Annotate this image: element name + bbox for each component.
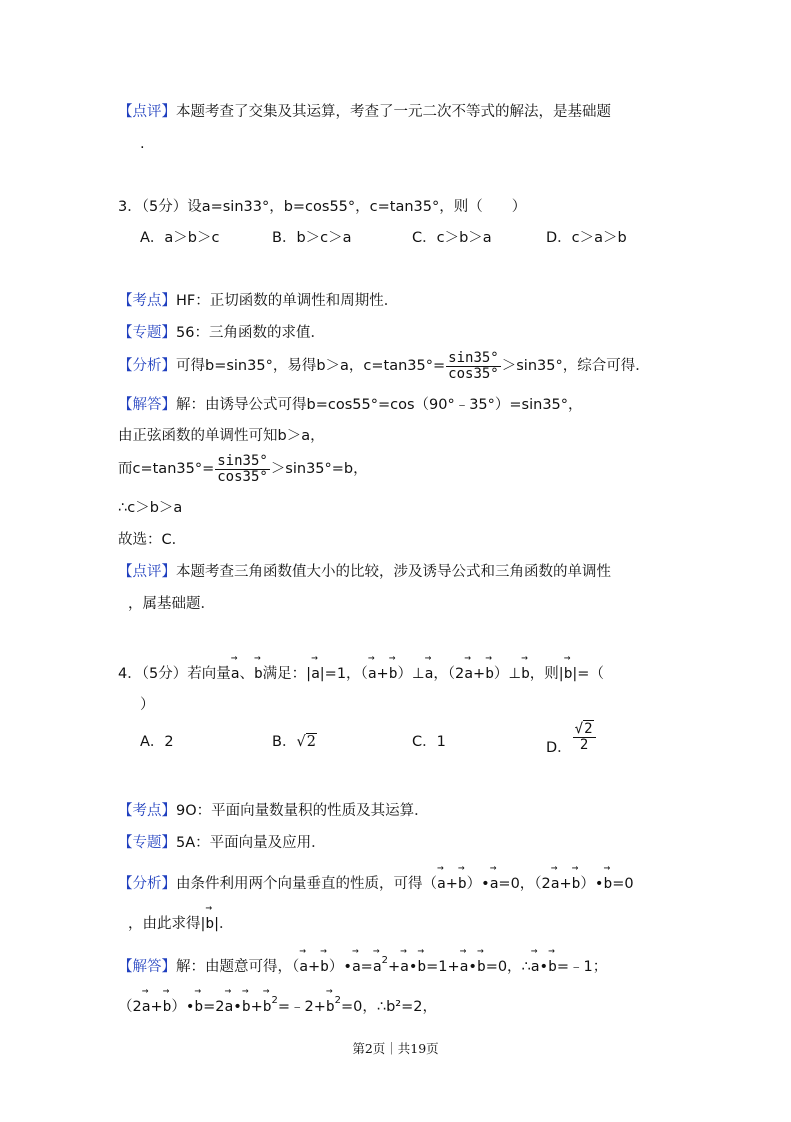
q3-jieda-3-post: ＞sin35°=b， [270,461,368,477]
q3-kaodian-tag: 【考点】 [118,293,176,309]
q3-option-c: C．c＞b＞a [412,230,492,246]
q3-kaodian [118,291,398,311]
q4-kaodian [118,801,429,821]
q3-zhuanti-tag: 【专题】 [118,325,176,341]
vec-b: → b [485,660,494,684]
dot-op: • [539,959,549,975]
vec-b: → b [242,993,251,1017]
comment-text: 本题考查了交集及其运算，考查了一元二次不等式的解法，是基础题 [176,104,611,120]
square-sup: 2 [271,995,278,1006]
q4-jieda-1 [118,953,607,979]
vec-a: → a [551,870,560,894]
q3-fenxi-post: ＞sin35°，综合可得． [501,358,650,374]
q4-jieda-a: 解：由题意可得，（ [176,959,300,975]
q3-dianping-cont: ，属基础题． [128,596,215,612]
q4-option-d-den: 2 [579,737,589,753]
q3-stem: 3．（5分）设a=sin33°，b=cos55°，c=tan35°，则（ ） [118,199,527,215]
q4-jieda-g: =﹣1； [556,959,608,975]
q3-fenxi-frac-den: cos35° [448,365,499,382]
q4-stem-d: ）⊥ [397,666,425,682]
q3-fenxi-frac-num: sin35° [448,349,499,366]
vec-b: → b [205,910,214,934]
plus-sign: + [559,876,572,892]
vec-b: → b [263,993,272,1017]
q3-option-b: B．b＞c＞a [272,230,352,246]
vec-a: → a [373,953,382,977]
q3-jieda-1-text: 解：由诱导公式可得b=cos55°=cos（90°﹣35°）=sin35°， [176,397,583,413]
vec-a: → a [490,870,499,894]
q4-fenxi-e: =0 [612,876,634,892]
q4-jieda-e: =1+ [426,959,460,975]
vec-b: → b [326,993,335,1017]
q4-jieda-d: + [387,959,401,975]
plus-sign: + [150,999,163,1015]
q3-option-a: A．a＞b＞c [140,230,220,246]
vec-b: → b [572,870,581,894]
vec-a: → a [531,953,540,977]
sqrt-sign: √ [296,734,306,750]
vec-a: → a [311,660,320,684]
sqrt-sign: √ [574,721,584,737]
q4-stem-a: 4．（5分）若向量 [118,666,231,682]
q4-jieda2-f: =0，∴b²=2， [340,999,437,1015]
q3-dianping [118,562,611,582]
q3-dianping-tag: 【点评】 [118,564,176,580]
vec-a: → a [225,993,234,1017]
q3-jieda-2: 由正弦函数的单调性可知b＞a， [118,428,325,444]
q4-stem [118,660,604,684]
q3-dianping-text: 本题考查三角函数值大小的比较，涉及诱导公式和三角函数的单调性 [176,564,611,580]
q4-option-b [272,732,317,752]
vec-a: → a [299,953,308,977]
q3-jieda-1 [118,395,583,415]
q4-stem-f: ）⊥ [493,666,522,682]
vec-b: → b [477,953,486,977]
q3-fenxi [118,350,650,382]
q4-jieda2-b: ）• [171,999,195,1015]
q4-jieda2-c: =2 [203,999,225,1015]
q4-fenxi-a: 由条件利用两个向量垂直的性质，可得（ [176,876,437,892]
square-sup: 2 [381,955,388,966]
q4-option-d-radicand: 2 [584,721,593,737]
q4-stem-h: |=（ [572,666,604,682]
q4-jieda-tag: 【解答】 [118,959,176,975]
q3-jieda-4: ∴c＞b＞a [118,500,183,516]
q4-stem-g: ，则| [529,666,564,682]
q3-jieda-3-pre: 而c=tan35°= [118,461,215,477]
q3-fenxi-pre: 可得b=sin35°，易得b＞a，c=tan35°= [176,358,446,374]
vec-b: → b [458,870,467,894]
q4-zhuanti-tag: 【专题】 [118,835,176,851]
plus-sign: + [445,876,458,892]
vec-b: → b [194,993,203,1017]
vec-a: → a [400,953,409,977]
vec-a: → a [425,660,434,684]
q4-fenxi [118,870,634,894]
q3-fenxi-tag: 【分析】 [118,358,176,374]
q3-jieda-frac-num: sin35° [217,452,268,469]
q3-jieda-5: 故选：C． [118,532,187,548]
q4-stem-c: |=1，（ [319,666,368,682]
vec-b: → b [320,953,329,977]
vec-b: → b [417,953,426,977]
comment-tag: 【点评】 [118,104,176,120]
vec-b: → b [603,870,612,894]
plus-sign: + [376,666,389,682]
comment-line [118,102,611,122]
q4-fenxi-c: =0，（2 [498,876,551,892]
q4-sep: 、 [239,666,254,682]
vec-a: → a [142,993,151,1017]
q4-kaodian-text: 9O：平面向量数量积的性质及其运算． [176,803,429,819]
page-footer: 第2页｜共19页 [352,1041,439,1056]
q4-stem-b: 满足：| [262,666,312,682]
q4-jieda-2 [118,993,437,1019]
q4-fenxi-cont [128,910,234,934]
q3-zhuanti-text: 56：三角函数的求值． [176,325,325,341]
q3-jieda-tag: 【解答】 [118,397,176,413]
q3-option-d: D．c＞a＞b [546,230,627,246]
q4-fenxi-cont-a: ，由此求得| [128,916,206,932]
vec-b: → b [163,993,172,1017]
q3-jieda-frac-den: cos35° [217,468,268,485]
q4-option-a: A．2 [140,734,174,750]
vec-a: → a [231,660,240,684]
q3-zhuanti [118,323,325,343]
vec-a: → a [352,953,361,977]
q4-option-d-label: D． [546,739,572,756]
q4-option-c: C．1 [412,734,446,750]
comment-cont: . [140,136,145,152]
square-sup: 2 [334,995,341,1006]
vec-a: → a [437,870,446,894]
q3-jieda-3 [118,453,368,485]
q4-fenxi-cont-b: |． [214,916,234,932]
vec-b: → b [389,660,398,684]
q4-option-d [546,721,597,756]
q4-fenxi-b: ）• [466,876,490,892]
plus-sign: + [307,959,321,975]
q4-jieda2-a: （2 [118,999,142,1015]
q3-kaodian-text: HF：正切函数的单调性和周期性． [176,293,399,309]
vec-b: → b [254,660,263,684]
q4-zhuanti-text: 5A：平面向量及应用． [176,835,326,851]
q4-option-b-label: B． [272,734,297,750]
q4-jieda-c: = [360,959,373,975]
q4-fenxi-d: ）• [580,876,604,892]
q4-option-b-radicand: 2 [306,734,316,750]
q4-option-d-fraction [573,722,596,753]
q4-fenxi-tag: 【分析】 [118,876,176,892]
q4-stem-e: ，（2 [433,666,465,682]
vec-a: → a [368,660,377,684]
q3-jieda-fraction [215,454,270,485]
vec-b: → b [564,660,573,684]
plus-sign: + [473,666,486,682]
vec-a: → a [460,953,469,977]
q3-fenxi-fraction [446,351,501,382]
dot-op: • [233,999,242,1015]
q4-kaodian-tag: 【考点】 [118,803,176,819]
q4-jieda2-e: =﹣2+ [277,999,326,1015]
vec-b: → b [521,660,530,684]
q4-jieda2-d: + [250,999,263,1015]
dot-op: • [408,959,418,975]
q4-jieda-b: ）• [328,959,352,975]
dot-op: • [468,959,477,975]
q4-stem-close: ） [140,697,155,713]
vec-b: → b [548,953,557,977]
vec-a: → a [464,660,473,684]
q4-option-d-num [573,722,596,738]
q4-option-b-sqrt [296,733,316,750]
q4-jieda-f: =0，∴ [485,959,531,975]
q4-zhuanti [118,833,326,853]
